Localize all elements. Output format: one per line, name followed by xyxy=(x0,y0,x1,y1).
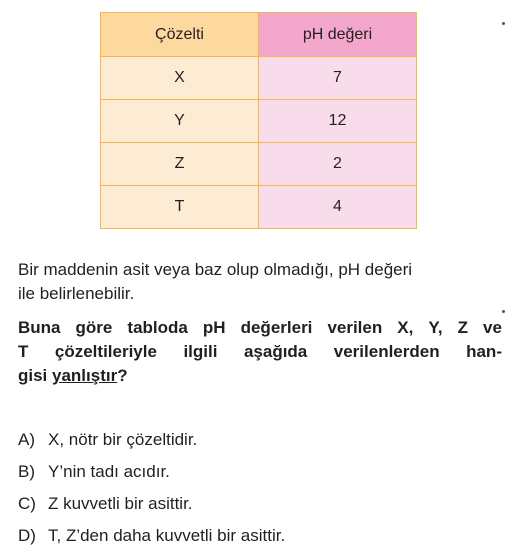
question-word: han- xyxy=(466,342,502,361)
answer-options xyxy=(18,428,498,556)
question-mark: ? xyxy=(117,366,128,385)
header-ph-value: pH değeri xyxy=(259,13,417,57)
option-b[interactable] xyxy=(18,460,498,492)
solution-cell: X xyxy=(101,57,259,100)
question-word: Z xyxy=(457,318,468,337)
option-text: Y’nin tadı acıdır. xyxy=(48,462,170,481)
stem-line-2: ile belirlenebilir. xyxy=(18,284,135,303)
question-word: ilgili xyxy=(183,342,218,361)
option-text: X, nötr bir çözeltidir. xyxy=(48,430,198,449)
question-word: tabloda xyxy=(127,318,188,337)
emphasized-word: yanlıştır xyxy=(52,366,118,385)
question-word: ve xyxy=(483,318,502,337)
solution-cell: T xyxy=(101,186,259,229)
table-row xyxy=(101,57,417,100)
stem-line-1: Bir maddenin asit veya baz olup olmadığı, pH değeri xyxy=(18,260,413,279)
question-word: Y, xyxy=(428,318,443,337)
table-header-row xyxy=(101,13,417,57)
question-word: aşağıda xyxy=(243,342,308,361)
ph-cell: 7 xyxy=(259,57,417,100)
option-letter: D) xyxy=(18,526,36,545)
option-letter: B) xyxy=(18,462,35,481)
solution-cell: Y xyxy=(101,100,259,143)
table-row xyxy=(101,186,417,229)
question-word: pH xyxy=(202,318,226,337)
option-letter: A) xyxy=(18,430,35,449)
ph-cell: 2 xyxy=(259,143,417,186)
question-word: X, xyxy=(397,318,414,337)
question-line-2 xyxy=(18,340,502,364)
ph-table xyxy=(100,12,417,229)
option-d[interactable] xyxy=(18,524,498,556)
option-a[interactable] xyxy=(18,428,498,460)
question-word: Buna xyxy=(18,318,61,337)
question-word: göre xyxy=(75,318,113,337)
option-c[interactable] xyxy=(18,492,498,524)
option-letter: C) xyxy=(18,494,36,513)
question-word: çözeltileriyle xyxy=(54,342,157,361)
ph-cell: 12 xyxy=(259,100,417,143)
ph-cell: 4 xyxy=(259,186,417,229)
question-stem xyxy=(18,258,502,306)
option-text: T, Z’den daha kuvvetli bir asittir. xyxy=(48,526,286,545)
question-word: verilen xyxy=(327,318,383,337)
question-line-3 xyxy=(18,364,502,388)
question-word: verilenlerden xyxy=(333,342,440,361)
question-line-1 xyxy=(18,316,502,340)
question-prompt xyxy=(18,316,502,388)
question-word: değerleri xyxy=(240,318,313,337)
table-row xyxy=(101,100,417,143)
question-text: gisi xyxy=(18,366,53,385)
solution-cell: Z xyxy=(101,143,259,186)
header-solution: Çözelti xyxy=(101,13,259,57)
option-text: Z kuvvetli bir asittir. xyxy=(48,494,193,513)
question-word: T xyxy=(18,342,29,361)
table-row xyxy=(101,143,417,186)
